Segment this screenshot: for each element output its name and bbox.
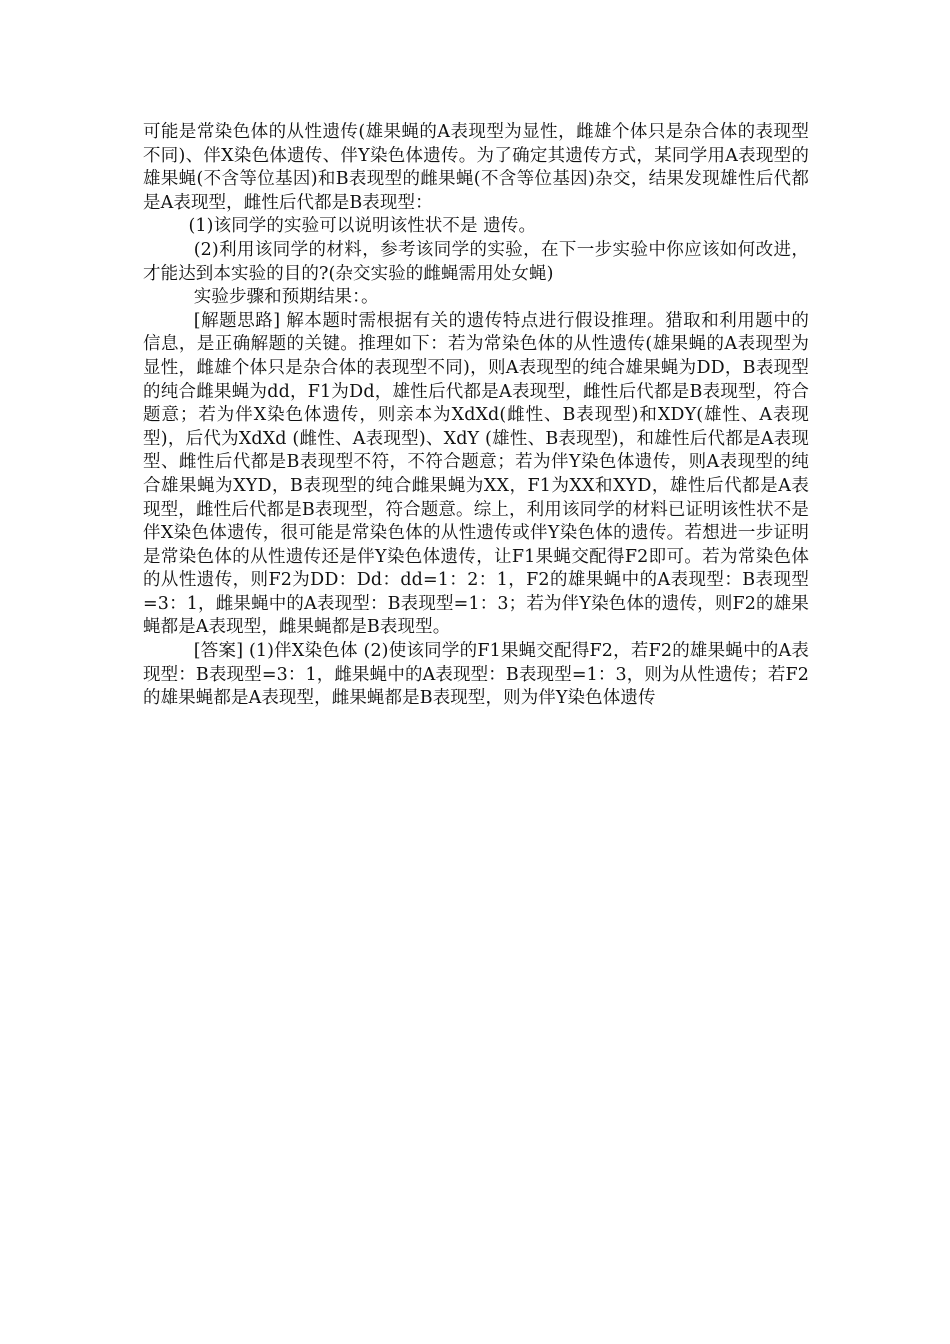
paragraph-solution: [解题思路] 解本题时需根据有关的遗传特点进行假设推理。猎取和利用题中的信息，是正确解题的关键。推理如下：若为常染色体的从性遗传(雄果蝇的A表现型为显性，雌雄个体只是杂合体的表现型不同)，则A表现型的纯合雄果蝇为DD，B表现型的纯合雌果蝇为dd，F1为Dd，雄性后代都是A表现型，雌性后代都是B表现型，符合题意；若为伴X染色体遗传，则亲本为XdXd(雌性、B表现型)和XDY(雄性、A表现型)，后代为XdXd (雌性、A表现型)、XdY (雄性、B表现型)，和雄性后代都是A表现型、雌性后代都是B表现型不符，不符合题意；若为伴Y染色体遗传，则A表现型的纯合雄果蝇为XYD，B表现型的纯合雌果蝇为XX，F1为XX和XYD，雄性后代都是A表现型，雌性后代都是B表现型，符合题意。综上，利用该同学的材料已证明该性状不是伴X染色体遗传，很可能是常染色体的从性遗传或伴Y染色体的遗传。若想进一步证明是常染色体的从性遗传还是伴Y染色体遗传，让F1果蝇交配得F2即可。若为常染色体的从性遗传，则F2为DD：Dd：dd=1：2：1，F2的雄果蝇中的A表现型：B表现型=3：1，雌果蝇中的A表现型：B表现型=1：3；若为伴Y染色体的遗传，则F2的雄果蝇都是A表现型，雌果蝇都是B表现型。 [143, 310, 809, 638]
paragraph-answer: [答案] (1)伴X染色体 (2)使该同学的F1果蝇交配得F2，若F2的雄果蝇中的A表现型：B表现型=3：1，雌果蝇中的A表现型：B表现型=1：3，则为从性遗传；若F2的雄果蝇都是A表现型，雌果蝇都是B表现型，则为伴Y染色体遗传 [143, 641, 809, 709]
paragraph-intro: 可能是常染色体的从性遗传(雄果蝇的A表现型为显性，雌雄个体只是杂合体的表现型不同)、伴X染色体遗传、伴Y染色体遗传。为了确定其遗传方式，某同学用A表现型的雄果蝇(不含等位基因)和B表现型的雌果蝇(不含等位基因)杂交，结果发现雄性后代都是A表现型，雌性后代都是B表现型： [143, 122, 809, 213]
document-page [143, 121, 809, 711]
paragraph-question-1: (1)该同学的实验可以说明该性状不是 遗传。 [188, 216, 537, 237]
paragraph-question-2: (2)利用该同学的材料，参考该同学的实验，在下一步实验中你应该如何改进，才能达到本实验的目的?(杂交实验的雌蝇需用处女蝇) [143, 239, 809, 284]
paragraph-steps: 实验步骤和预期结果：。 [193, 287, 379, 308]
